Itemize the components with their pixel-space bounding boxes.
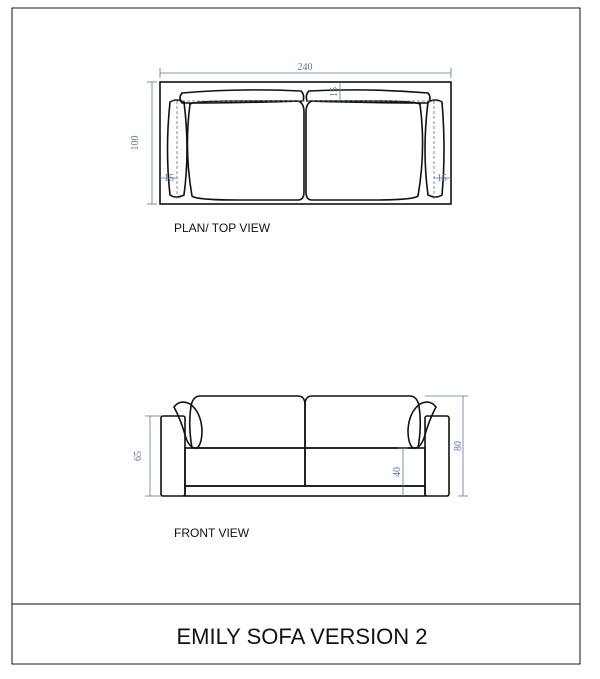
front-back-cushion-left <box>190 396 305 448</box>
front-arm-cushion-right <box>408 402 436 448</box>
plan-view <box>130 62 451 204</box>
front-view-caption: FRONT VIEW <box>174 526 250 540</box>
sheet-border <box>12 8 580 664</box>
plan-depth-label: 100 <box>130 135 141 151</box>
plan-seat-cushion-right <box>306 101 423 200</box>
front-arm-right <box>425 416 449 496</box>
front-height-label: 80 <box>453 441 464 451</box>
front-arm-cushion-left <box>174 402 202 448</box>
front-seat-cushion-right <box>305 448 425 486</box>
plan-view-caption: PLAN/ TOP VIEW <box>174 221 271 235</box>
front-view <box>133 396 468 496</box>
plan-back-label: 15 <box>329 87 340 97</box>
drawing-title: EMILY SOFA VERSION 2 <box>176 624 428 649</box>
front-seat-height-label: 40 <box>392 467 403 477</box>
front-base <box>185 486 425 496</box>
front-seat-cushion-left <box>185 448 305 486</box>
front-arm-left <box>161 416 185 496</box>
plan-width-label: 240 <box>297 62 313 73</box>
plan-arm-right-label: 15 <box>437 173 447 184</box>
plan-seat-cushion-left <box>187 101 304 200</box>
front-back-cushion-right <box>305 396 420 448</box>
plan-arm-left-label: 15 <box>164 173 174 184</box>
front-arm-height-label: 65 <box>133 451 144 461</box>
